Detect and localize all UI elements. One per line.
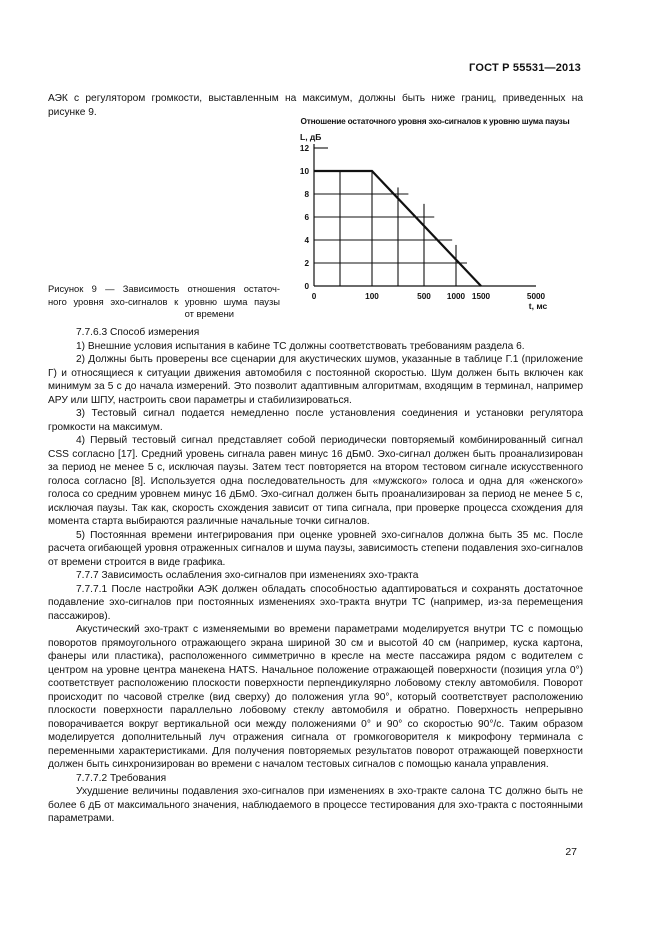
x-tick-label: 1500: [471, 292, 491, 301]
y-tick-label: 2: [304, 259, 309, 268]
body-paragraph: Акустический эхо-тракт с изменяемыми во времени параметрами моделируется внутри ТС с помощью поворотов прямоугольного отражающего экрана шириной 30 см и высотой 40 см (например, куска картона, фанеры или пластика), расположенного симметрично в кресле на месте пассажира рядом с водителем с центром на уровне центра манекена HATS. Начальное положение отражающей поверхности (позиция угла 0°) соответствует расположению плоскости поверхности перпендикулярно лобовому стеклу автомобиля. Поворот происходит по часовой стрелке (вид сверху) до положения угла 90°, который соответствует расположению плоскости поверхности параллельно лобовому стеклу автомобиля и обратно. Поверхность непрерывно поворачивается вокруг вертикальной оси между положениями 0° и 90° со скоростью 90°/с. Таким образом моделируется дополнительный луч отражения сигнала от громкоговорителя к микрофону терминала с переменными характеристиками. Для получения повторяемых результатов поворот отражающей поверхности должен быть синхронизирован во времени с началом тестовых сигналов с помощью канала управления.: [48, 624, 583, 770]
x-tick-label: 0: [311, 292, 317, 301]
body-paragraph: 7.7.7.2 Требования: [76, 772, 167, 784]
y-tick-label: 12: [299, 144, 309, 153]
intro-line-1: АЭК с регулятором громкости, выставленным на максимум, должны быть ниже границ, приведенных на: [48, 93, 583, 104]
intro-line-2: рисунке 9.: [48, 107, 97, 118]
body-paragraph: 4) Первый тестовый сигнал представляет собой периодически повторяемый комбинированный сигнал CSS согласно [17]. Средний уровень сигнала равен минус 16 дБм0. Эхо-сигнал должен быть проанализирован за период не менее 5 с, исключая паузы. Затем тест повторяется на втором тестовом сигнале искусственного голоса согласно [8]. Используется одна последовательность для «мужского» голоса и одна для «женского» голоса со средним уровнем минус 16 дБм0. Эхо-сигнал должен быть проанализирован за период не менее 5 с, исключая паузы. Так как, скорость схождения зависит от типа сигнала, при проверке процесса схождения для момента старта выбираются различные начальные точки сигналов.: [48, 435, 583, 527]
caption-line-3: от времени: [184, 308, 234, 320]
body-paragraph: Ухудшение величины подавления эхо-сигналов при изменениях в эхо-тракте салона ТС должно быть не более 6 дБ от максимального значения, наблюдаемого в процессе тестирования для эхо-тракта с постоянными параметрами.: [48, 786, 583, 824]
chart-svg: [270, 116, 600, 316]
x-tick-label: 5000: [526, 292, 546, 301]
body-paragraph: 5) Постоянная времени интегрирования при оценке уровней эхо-сигналов должна быть 35 мс. После расчета огибающей уровня отраженных сигналов и шума паузы, зависимость степени подавления эхо-сигналов от времени строится в виде графика.: [48, 529, 583, 568]
y-tick-label: 6: [304, 213, 309, 222]
y-tick-label: 0: [304, 282, 309, 291]
body-paragraph: 2) Должны быть проверены все сценарии для акустических шумов, указанные в таблице Г.1 (приложение Г) и относящиеся к ситуации движения автомобиля с постоянной скоростью. Шум должен быть включен как минимум за 5 с до начала измерений. Это позволит адаптивным алгоритмам, входящим в терминал, например АРУ или ШПУ, настроить свои параметры и стабилизироваться.: [48, 354, 583, 406]
caption-line-2: ного уровня эхо-сигналов к уровню шума паузы: [48, 295, 280, 307]
standard-header: ГОСТ Р 55531—2013: [469, 62, 581, 74]
body-text: [48, 326, 583, 826]
y-tick-label: 8: [304, 190, 309, 199]
x-tick-label: 500: [417, 292, 431, 301]
y-tick-label: 4: [304, 236, 309, 245]
x-axis-label: t, мс: [528, 301, 548, 311]
body-paragraph: 7.7.7.1 После настройки АЭК должен обладать способностью адаптироваться и сохранять достаточное подавление эхо-сигналов при постоянных изменениях эхо-тракта внутри ТС (например, из-за перемещения пассажиров).: [48, 583, 583, 622]
page-number: 27: [565, 846, 577, 858]
body-paragraph: 1) Внешние условия испытания в кабине ТС должны соответствовать требованиям раздела 6.: [76, 340, 525, 352]
caption-line-1: Рисунок 9 — Зависимость отношения остаточ-: [48, 283, 280, 294]
body-paragraph: 7.7.6.3 Способ измерения: [76, 327, 200, 338]
body-paragraph: 7.7.7 Зависимость ослабления эхо-сигналов при изменениях эхо-тракта: [76, 570, 419, 581]
chart-title: Отношение остаточного уровня эхо-сигналов к уровню шума паузы: [300, 116, 570, 126]
y-tick-label: 10: [299, 167, 309, 176]
x-tick-label: 1000: [446, 292, 466, 301]
x-tick-label: 100: [365, 292, 379, 301]
body-paragraph: 3) Тестовый сигнал подается немедленно после установления соединения и установки регулятора громкости на максимум.: [48, 408, 583, 433]
figure-9-chart: [270, 116, 600, 316]
figure-caption: [48, 283, 280, 321]
y-axis-label: L, дБ: [300, 132, 322, 142]
